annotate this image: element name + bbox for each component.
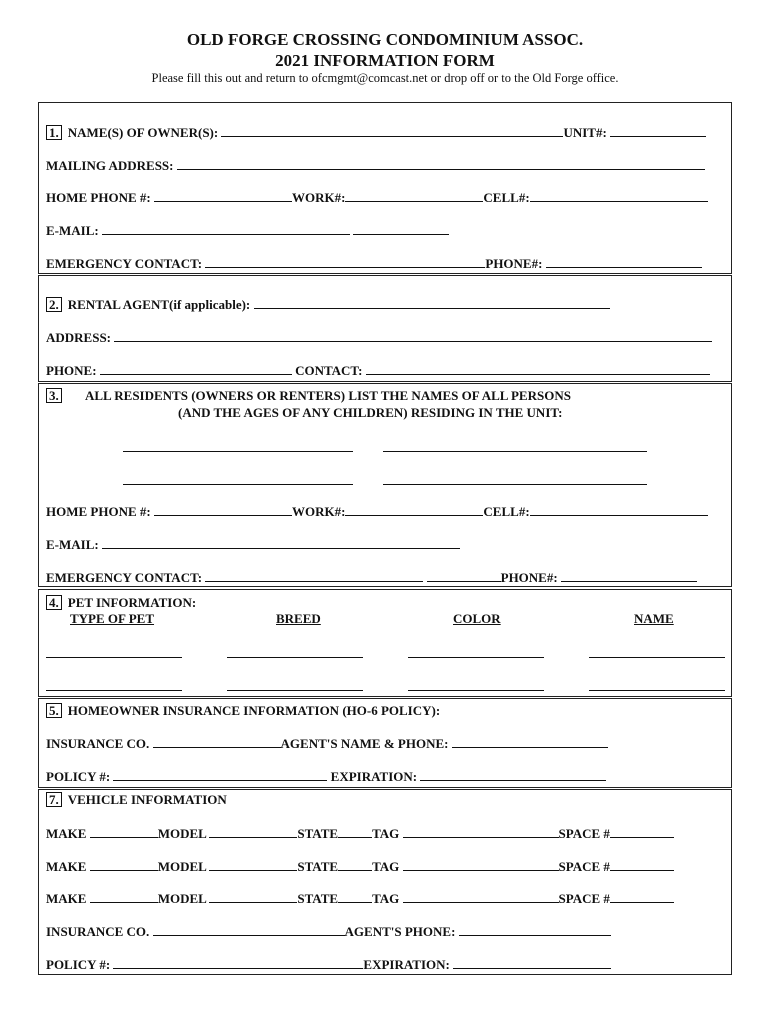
insurance-heading [46,703,440,719]
pet-color-field[interactable] [408,690,544,691]
agent-phone-field[interactable] [459,923,611,936]
rental-agent-label: RENTAL AGENT(if applicable): [67,297,251,312]
state-field[interactable] [338,858,372,871]
space-label: SPACE # [558,859,610,874]
section-number: 4. [46,595,62,610]
mailing-row [46,157,705,174]
pet-breed-field[interactable] [227,657,363,658]
residents-line-1: ALL RESIDENTS (OWNERS OR RENTERS) LIST THE NAMES OF ALL PERSONS [85,388,571,403]
model-label: MODEL [157,826,207,841]
rental-phone-row [46,362,710,379]
policy-field[interactable] [113,956,363,969]
form-title: OLD FORGE CROSSING CONDOMINIUM ASSOC. [186,30,584,49]
state-label: STATE [297,826,339,841]
pet-type-field[interactable] [46,657,182,658]
model-field[interactable] [209,858,297,871]
cell-field[interactable] [530,189,708,202]
insurance-title: HOMEOWNER INSURANCE INFORMATION (HO-6 POLICY): [67,703,441,718]
policy-field[interactable] [113,768,327,781]
unit-label: UNIT#: [563,125,607,140]
cell-field[interactable] [530,503,708,516]
home-phone-label: HOME PHONE #: [46,190,151,205]
emergency-field[interactable] [205,255,485,268]
resident-field[interactable] [123,451,353,452]
pet-title: PET INFORMATION: [67,595,197,610]
owners-label: NAME(S) OF OWNER(S): [67,125,219,140]
tag-field[interactable] [403,890,559,903]
space-field[interactable] [610,825,674,838]
space-field[interactable] [610,858,674,871]
pet-color-field[interactable] [408,657,544,658]
cell-label: CELL#: [483,190,530,205]
emergency-field-2[interactable] [427,569,501,582]
section-number: 5. [46,703,62,718]
section-number: 1. [46,125,62,140]
address-label: ADDRESS: [46,330,112,345]
emergency-label: EMERGENCY CONTACT: [46,256,203,271]
resident-field[interactable] [383,484,647,485]
insurance-co-field[interactable] [153,735,281,748]
vehicle-title: VEHICLE INFORMATION [67,792,227,807]
pet-breed-field[interactable] [227,690,363,691]
instructions: Please fill this out and return to ofcmgmt@comcast.net or drop off or to the Old Forge office. [151,71,619,85]
owners-row [46,124,706,141]
vehicle-policy-row [46,956,611,973]
policy-row [46,768,606,785]
make-label: MAKE [46,859,87,874]
expiration-label: EXPIRATION: [363,957,450,972]
email-field-2[interactable] [353,222,449,235]
state-field[interactable] [338,890,372,903]
emergency-field[interactable] [205,569,423,582]
rental-address-row [46,329,712,346]
tag-label: TAG [372,891,400,906]
space-field[interactable] [610,890,674,903]
work-label: WORK#: [291,504,346,519]
residents-heading [46,388,68,404]
pet-name-field[interactable] [589,657,725,658]
vehicle-insurance-row [46,923,611,940]
work-field[interactable] [345,503,483,516]
phone-field[interactable] [100,362,292,375]
tag-field[interactable] [403,858,559,871]
state-label: STATE [297,859,339,874]
state-label: STATE [297,891,339,906]
emergency-label: EMERGENCY CONTACT: [46,570,203,585]
agent-field[interactable] [452,735,608,748]
tag-label: TAG [372,826,400,841]
mailing-field[interactable] [177,157,705,170]
home-phone-field[interactable] [154,503,292,516]
make-field[interactable] [90,890,158,903]
tag-label: TAG [372,859,400,874]
agent-phone-label: AGENT'S PHONE: [344,924,456,939]
expiration-label: EXPIRATION: [330,769,418,784]
vehicle-row [46,825,674,842]
insurance-co-label: INSURANCE CO. [46,924,150,939]
state-field[interactable] [338,825,372,838]
home-phone-field[interactable] [154,189,292,202]
email-label: E-MAIL: [46,537,99,552]
email-row [46,536,460,553]
pet-name-field[interactable] [589,690,725,691]
col-name: NAME [634,611,674,626]
make-field[interactable] [90,858,158,871]
rental-agent-row [46,296,610,313]
phone-label: PHONE#: [485,256,543,271]
col-color: COLOR [453,611,501,626]
section-7-box [38,789,732,975]
contact-label: CONTACT: [295,363,363,378]
section-number: 7. [46,792,62,807]
make-field[interactable] [90,825,158,838]
phones-row [46,503,708,520]
emergency-phone-field[interactable] [561,569,697,582]
space-label: SPACE # [558,826,610,841]
resident-field[interactable] [123,484,353,485]
work-label: WORK#: [291,190,346,205]
email-field[interactable] [102,536,460,549]
address-field[interactable] [114,329,712,342]
tag-field[interactable] [403,825,559,838]
make-label: MAKE [46,826,87,841]
col-breed: BREED [276,611,321,626]
cell-label: CELL#: [483,504,530,519]
vehicle-row [46,890,674,907]
model-field[interactable] [209,825,297,838]
resident-field[interactable] [383,451,647,452]
contact-field[interactable] [366,362,710,375]
phone-label: PHONE: [46,363,97,378]
form-subtitle: 2021 INFORMATION FORM [275,51,495,70]
make-label: MAKE [46,891,87,906]
model-label: MODEL [157,859,207,874]
vehicle-row [46,858,674,875]
email-field[interactable] [102,222,350,235]
section-number: 3. [46,388,62,403]
vehicle-heading [46,792,227,808]
emergency-row [46,569,697,586]
expiration-field[interactable] [420,768,606,781]
policy-label: POLICY #: [46,769,111,784]
agent-label: AGENT'S NAME & PHONE: [280,736,449,751]
insurance-co-label: INSURANCE CO. [46,736,150,751]
phone-label: PHONE#: [500,570,558,585]
insurance-row [46,735,608,752]
space-label: SPACE # [558,891,610,906]
pet-type-field[interactable] [46,690,182,691]
residents-line-2: (AND THE AGES OF ANY CHILDREN) RESIDING IN THE UNIT: [178,405,563,420]
insurance-co-field[interactable] [153,923,345,936]
pet-heading [46,595,196,611]
rental-agent-field[interactable] [254,296,610,309]
work-field[interactable] [345,189,483,202]
owners-field[interactable] [221,124,563,137]
unit-field[interactable] [610,124,706,137]
section-number: 2. [46,297,62,312]
phones-row [46,189,708,206]
emergency-phone-field[interactable] [546,255,702,268]
model-field[interactable] [209,890,297,903]
emergency-row [46,255,702,272]
home-phone-label: HOME PHONE #: [46,504,151,519]
model-label: MODEL [157,891,207,906]
policy-label: POLICY #: [46,957,111,972]
email-row [46,222,449,239]
mailing-label: MAILING ADDRESS: [46,158,174,173]
expiration-field[interactable] [453,956,611,969]
email-label: E-MAIL: [46,223,99,238]
col-type-of-pet: TYPE OF PET [70,611,155,626]
